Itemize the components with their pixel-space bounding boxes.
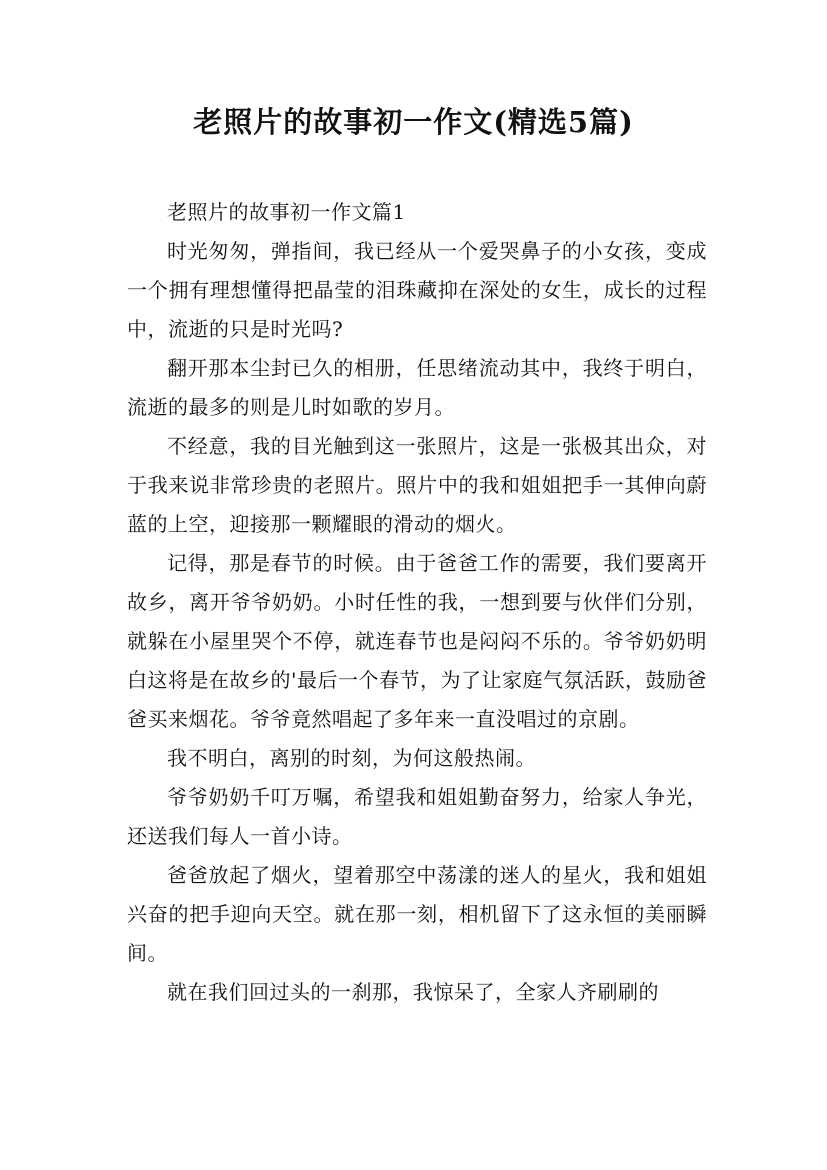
paragraph: 爷爷奶奶千叮万嘱，希望我和姐姐勤奋努力，给家人争光，还送我们每人一首小诗。: [127, 785, 707, 848]
paragraph: 爸爸放起了烟火，望着那空中荡漾的迷人的星火，我和姐姐兴奋的把手迎向天空。就在那一刻，相机留下了这永恒的美丽瞬间。: [127, 863, 707, 965]
paragraph: 我不明白，离别的时刻，为何这般热闹。: [167, 746, 536, 770]
paragraph: 就在我们回过头的一刹那，我惊呆了，全家人齐刷刷的: [167, 980, 659, 1004]
section-heading: 老照片的故事初一作文篇1: [167, 200, 406, 224]
document-body: [127, 193, 707, 1012]
paragraph: 时光匆匆，弹指间，我已经从一个爱哭鼻子的小女孩，变成一个拥有理想懂得把晶莹的泪珠藏抑在深处的女生，成长的过程中，流逝的只是时光吗?: [127, 239, 707, 341]
document-title: 老照片的故事初一作文(精选5篇): [193, 105, 634, 139]
paragraph: 翻开那本尘封已久的相册，任思绪流动其中，我终于明白，流逝的最多的则是儿时如歌的岁月。: [127, 356, 707, 419]
paragraph: 记得，那是春节的时候。由于爸爸工作的需要，我们要离开故乡，离开爷爷奶奶。小时任性的我，一想到要与伙伴们分别，就躲在小屋里哭个不停，就连春节也是闷闷不乐的。爷爷奶奶明白这将是在故乡的'最后一个春节，为了让家庭气氛活跃，鼓励爸爸买来烟花。爷爷竟然唱起了多年来一直没唱过的京剧。: [127, 551, 707, 731]
paragraph: 不经意，我的目光触到这一张照片，这是一张极其出众，对于我来说非常珍贵的老照片。照片中的我和姐姐把手一其伸向蔚蓝的上空，迎接那一颗耀眼的滑动的烟火。: [127, 434, 707, 536]
